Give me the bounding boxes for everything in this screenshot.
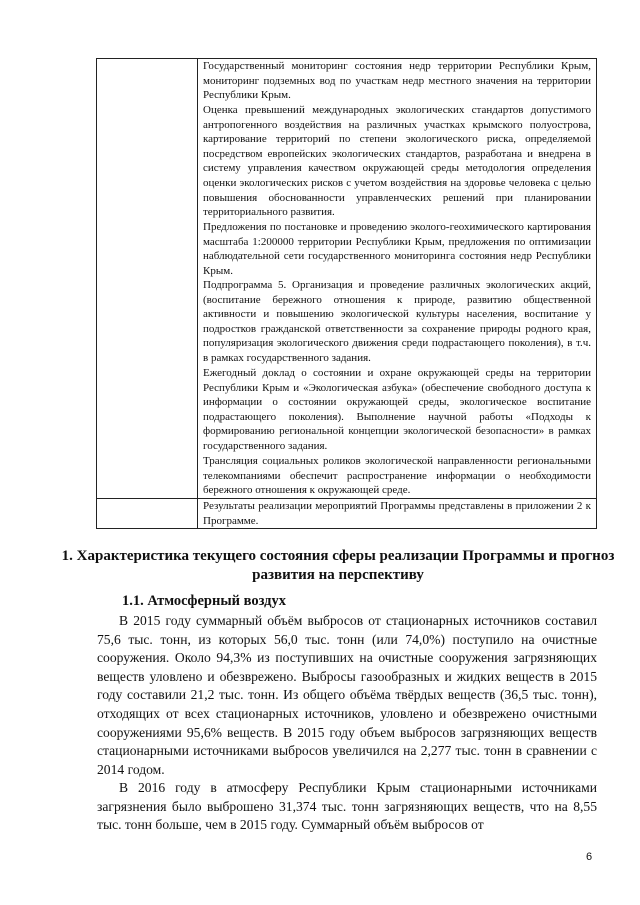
table-text-block: Оценка превышений международных экологических стандартов допустимого антропогенного воздействия на различных участках крымского полуострова, картирование территорий по степени экологического риска, определяемой посредством европейских экологических стандартов, разработана и внедрена в систему управления качеством окружающей среды методология определения оценки экологических рисков с учетом воздействия на здоровье человека с целью повышения обоснованности управленческих решений при планировании территориального развития. (203, 104, 591, 219)
table-text-block: Предложения по постановке и проведению эколого-геохимического картирования масштаба 1:200000 территории Республики Крым, предложения по оптимизации наблюдательной сети государственного мониторинга состояния недр Республики Крым. (203, 221, 591, 277)
table-right-column (198, 59, 596, 528)
table-text-block: Ежегодный доклад о состоянии и охране окружающей среды на территории Республики Крым и «Экологическая азбука» (обеспечение свободного доступа к информации о состоянии окружающей среды, экологическое воспитание подрастающего поколения). Выполнение научной работы «Подходы к формированию региональной концепции экологической безопасности» в рамках государственного задания. (203, 367, 591, 452)
table-row-divider (97, 498, 596, 499)
body-paragraph: В 2015 году суммарный объём выбросов от стационарных источников составил 75,6 тыс. тонн, из которых 56,0 тыс. тонн (или 74,0%) поступило на очистные сооружения. Около 94,3% из поступивших на очистные сооружения загрязняющих веществ уловлено и обезврежено. Выбросы газообразных и жидких веществ в 2015 году составили 21,2 тыс. тонн. Из общего объёма твёрдых веществ (36,5 тыс. тонн), отходящих от всех стационарных источников, уловлено и обезврежено очистными сооружениями 95,6% веществ. В 2015 году объем выбросов загрязняющих веществ стационарными источниками выбросов увеличился на 2,277 тыс. тонн в сравнении с 2014 годом. (97, 613, 597, 777)
section-title: 1. Характеристика текущего состояния сферы реализации Программы и прогноз развития на перспективу (61, 548, 615, 583)
program-results-table (96, 58, 597, 529)
table-left-column (97, 59, 198, 528)
table-text-block: Трансляция социальных роликов экологической направленности региональными телекомпаниями обеспечит распространение информации о необходимости бережного отношения к окружающей среде. (203, 455, 591, 497)
table-text-block: Результаты реализации мероприятий Программы представлены в приложении 2 к Программе. (203, 500, 591, 527)
page-number: 6 (586, 851, 593, 863)
section-subtitle: 1.1. Атмосферный воздух (122, 593, 286, 609)
body-paragraph: В 2016 году в атмосферу Республики Крым стационарными источниками загрязнения было выброшено 31,374 тыс. тонн загрязняющих веществ, что на 8,55 тыс. тонн больше, чем в 2015 году. Суммарный объём выбросов от (97, 780, 597, 833)
table-text-block: Государственный мониторинг состояния недр территории Республики Крым, мониторинг подземных вод по участкам недр местного значения на территории Республики Крым. (203, 60, 591, 102)
table-text-block: Подпрограмма 5. Организация и проведение различных экологических акций, (воспитание бережного отношения к природе, развитию общественной активности и повышению экологической культуры населения, воспитание у подростков гражданской ответственности за сохранение природы родного края, популяризация экологического движения среди подрастающего поколения), в т.ч. в рамках государственного задания. (203, 279, 591, 364)
